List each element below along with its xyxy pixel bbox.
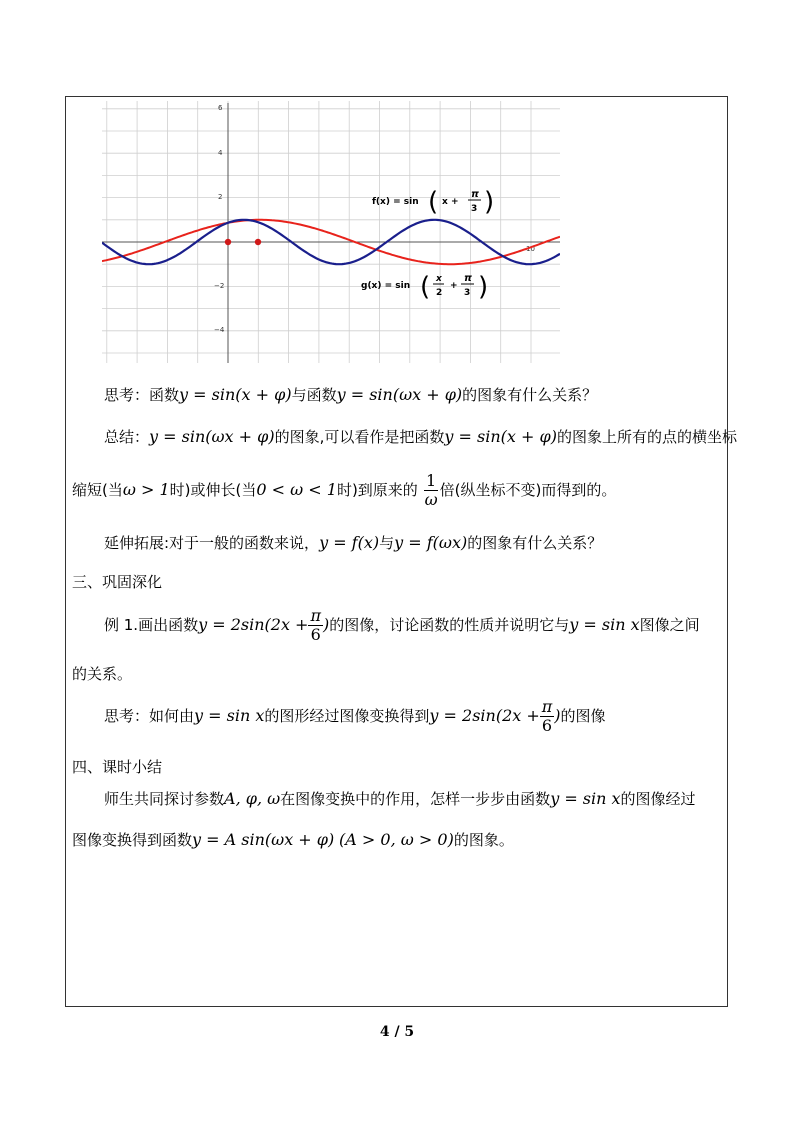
g-left-paren: ( (420, 272, 431, 302)
graph-grid (102, 101, 560, 363)
summary-line-1: 总结：y = sin(ωx + φ)的图象,可以看作是把函数y = sin(x + φ)的图象上所有的点的横坐标 (104, 427, 737, 446)
f-arg: x + (442, 197, 459, 207)
f-three: 3 (471, 204, 478, 214)
g-label-text: g(x) = sin (361, 281, 411, 291)
fraction-one-over-omega: $\frac{1}{\omega}$ (424, 471, 438, 509)
intercept-point (255, 239, 261, 245)
section-heading-4: 四、课时小结 (72, 758, 163, 776)
f-label-text: f(x) = sin (372, 197, 419, 207)
y-tick-label: 6 (218, 104, 223, 112)
y-tick-label: 2 (218, 193, 223, 201)
x-tick-label: 10 (526, 245, 535, 253)
function-graph (102, 101, 560, 363)
example-1-line-2: 的关系。 (72, 665, 133, 683)
f-right-paren: ) (484, 187, 495, 217)
g-frac-top: x (436, 274, 442, 284)
y-tick-label: 4 (218, 149, 223, 157)
page-number: 4 / 5 (379, 1024, 415, 1040)
section-heading-3: 三、巩固深化 (72, 573, 163, 591)
f-formula-label (372, 187, 494, 217)
g-frac-bottom: 2 (436, 288, 443, 298)
y-tick-label: −2 (214, 282, 225, 290)
g-formula-label (361, 272, 488, 302)
f-left-paren: ( (428, 187, 439, 217)
thinking-question-2: 思考：如何由y = sin x的图形经过图像变换得到y = 2sin(2x + $\frac{\pi}{6}$ )的图像 (104, 697, 606, 735)
g-pi: π (464, 273, 472, 284)
extension-question: 延伸拓展:对于一般的函数来说，y = f(x)与y = f(ωx)的图象有什么关系？ (104, 533, 603, 552)
g-plus: + (450, 281, 458, 291)
fraction-pi-over-6: $\frac{\pi}{6}$ (541, 697, 553, 735)
g-right-paren: ) (478, 272, 489, 302)
f-pi: π (471, 189, 479, 200)
summary-line-2: 缩短(当ω > 1时)或伸长(当0 < ω < 1时)到原来的 $\frac{1}{\omega}$ 倍(纵坐标不变)而得到的。 (72, 471, 617, 509)
g-three: 3 (464, 288, 471, 298)
y-tick-label: −4 (214, 326, 225, 334)
example-1-line-1: 例 1.画出函数y = 2sin(2x + $\frac{\pi}{6}$ )的图像，讨论函数的性质并说明它与y = sin x图像之间 (104, 606, 700, 644)
fraction-pi-over-6: $\frac{\pi}{6}$ (310, 606, 321, 644)
summary-paragraph-line-1: 师生共同探讨参数A, φ, ω在图像变换中的作用，怎样一步步由函数y = sin x的图像经过 (104, 789, 696, 808)
thinking-question-1: 思考：函数y = sin(x + φ)与函数y = sin(ωx + φ)的图象有什么关系？ (104, 385, 598, 404)
intercept-point (225, 239, 231, 245)
summary-paragraph-line-2: 图像变换得到函数y = A sin(ωx + φ) (A > 0, ω > 0)的图象。 (72, 830, 514, 849)
